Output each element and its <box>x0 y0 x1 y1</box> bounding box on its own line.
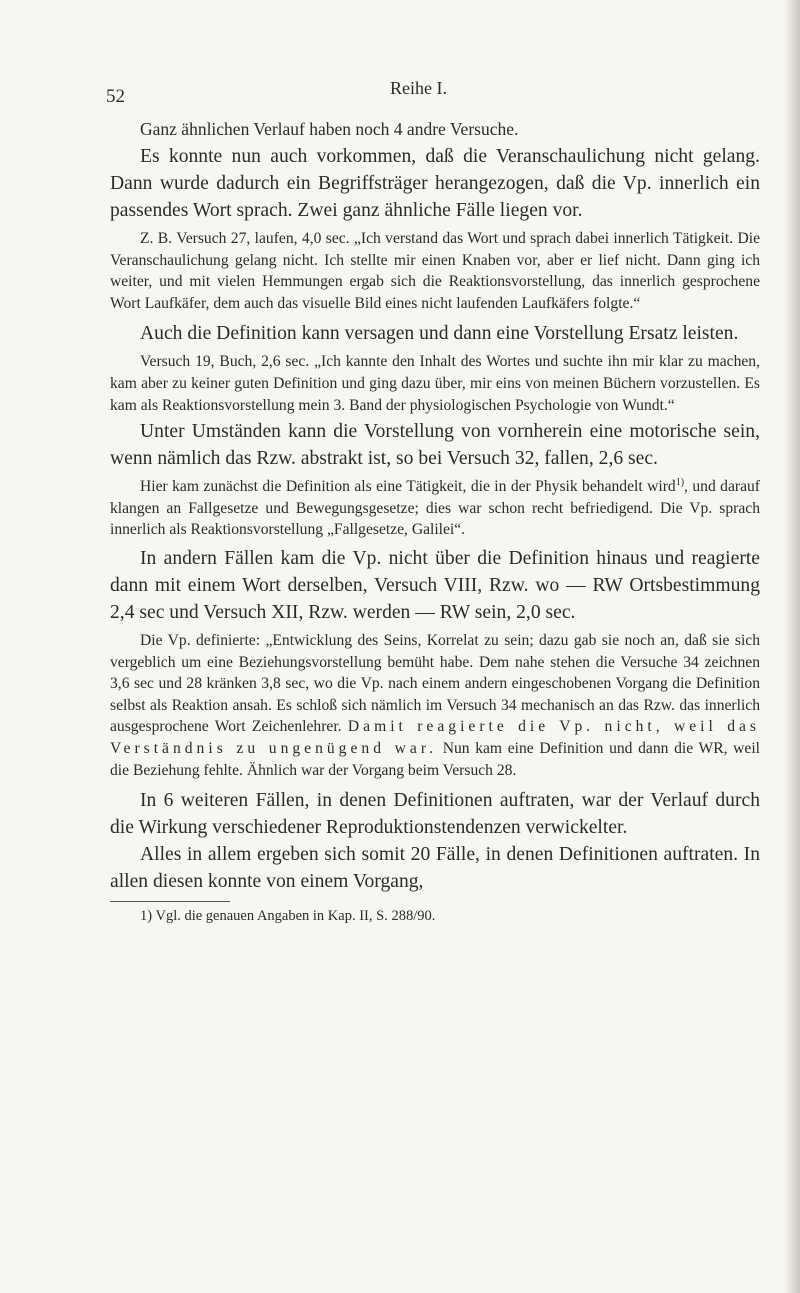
footnote-ref: 1) <box>675 476 685 488</box>
footnote-text: Vgl. die genauen Angaben in Kap. II, S. 288/90. <box>155 908 436 925</box>
paragraph: In 6 weiteren Fällen, in denen Definitionen auftraten, war der Verlauf durch die Wirkung verschiedener Reproduktionstendenzen verwickelter. <box>110 790 760 839</box>
paragraph: Ganz ähnlichen Verlauf haben noch 4 andre Versuche. <box>140 119 519 139</box>
text-run: Die Vp. definierte: „Entwicklung des Seins, Korrelat zu sein; dazu gab sie noch an, daß sie sich vergeblich um eine Beziehungsvorstellung bemüht habe. Dem nahe stehen die Versuche 34 zeichnen 3,6 sec und 28 kränken 3,8 sec, wo die Vp. nach einem andern eingeschobenen Vorgang die Definition selbst als Reaktion ansah. Es schloß sich nämlich im Versuch 34 mechanisch an das Rzw. das innerlich ausgesprochene Wort Zeichenlehrer. <box>110 631 760 736</box>
footnote <box>140 906 760 926</box>
text-run: , und darauf klangen an Fallgesetze und Bewegungsgesetze; dies war schon recht befriedigend. Die Vp. sprach innerlich als Reaktionsvorstellung „Fallgesetze, Galilei“. <box>110 478 760 539</box>
quote-paragraph: Versuch 19, Buch, 2,6 sec. „Ich kannte den Inhalt des Wortes und suchte ihn mir klar zu machen, kam aber zu keiner guten Definition und ging dazu über, mir eins von meinen Büchern vorzustellen. Es kam als Reaktionsvorstellung mein 3. Band der physiologischen Psychologie von Wundt.“ <box>110 353 760 414</box>
book-page <box>106 78 760 926</box>
page-edge-shadow <box>784 0 800 1293</box>
paragraph: Unter Umständen kann die Vorstellung von vornherein eine motorische sein, wenn nämlich das Rzw. abstrakt ist, so bei Versuch 32, fallen, 2,6 sec. <box>110 421 760 470</box>
footnote-rule <box>110 901 230 902</box>
quote-paragraph <box>110 476 760 541</box>
text-run: Nun kam eine Definition und dann die WR, weil die Beziehung fehlte. Ähnlich war der Vorgang beim Versuch 28. <box>110 739 760 779</box>
page-number: 52 <box>106 86 125 107</box>
paragraph: Alles in allem ergeben sich somit 20 Fälle, in denen Definitionen auftraten. In allen diesen konnte von einem Vorgang, <box>110 844 760 893</box>
spaced-emphasis: Damit reagierte die Vp. nicht, weil das Verständnis zu ungenügend war. <box>110 718 760 757</box>
footnote-marker: 1) <box>140 908 153 925</box>
text-run: Hier kam zunächst die Definition als eine Tätigkeit, die in der Physik behandelt wird <box>140 478 676 496</box>
page-header <box>106 78 760 107</box>
running-head: Reihe I. <box>390 78 447 98</box>
quote-paragraph: Z. B. Versuch 27, laufen, 4,0 sec. „Ich verstand das Wort und sprach dabei innerlich Tätigkeit. Die Veranschaulichung gelang nicht. Ich stellte mir einen Knaben vor, aber er lief nicht. Dann ging ich weiter, und mit vielen Hemmungen ergab sich die Reaktionsvorstellung, das innerlich gesprochene Wort Laufkäfer, dem auch das visuelle Bild eines nicht laufenden Laufkäfers folgte.“ <box>110 230 760 312</box>
paragraph: In andern Fällen kam die Vp. nicht über die Definition hinaus und reagierte dann mit einem Wort derselben, Versuch VIII, Rzw. wo — RW Ortsbestimmung 2,4 sec und Versuch XII, Rzw. werden — RW sein, 2,0 sec. <box>110 547 760 623</box>
quote-paragraph <box>110 630 760 781</box>
paragraph: Auch die Definition kann versagen und dann eine Vorstellung Ersatz leisten. <box>140 323 739 345</box>
paragraph: Es konnte nun auch vorkommen, daß die Veranschaulichung nicht gelang. Dann wurde dadurch ein Begriffsträger herangezogen, daß die Vp. innerlich ein passendes Wort sprach. Zwei ganz ähnliche Fälle liegen vor. <box>110 146 760 221</box>
